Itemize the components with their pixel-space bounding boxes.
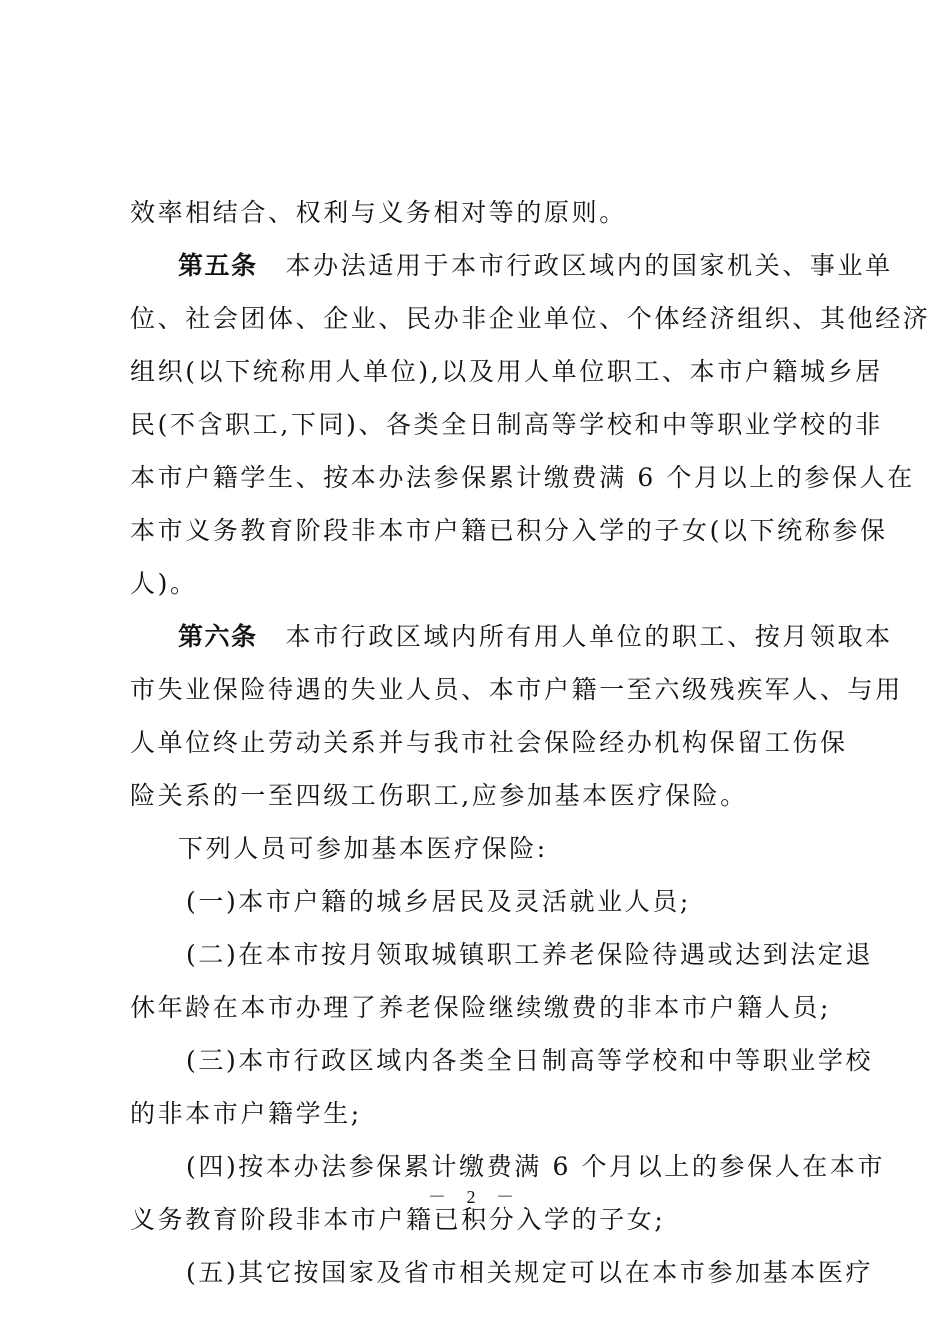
article-six-first-line xyxy=(130,610,893,663)
list-item: (一)本市户籍的城乡居民及灵活就业人员; xyxy=(186,887,691,916)
text-line: 人)。 xyxy=(130,569,198,598)
list-item: (二)在本市按月领取城镇职工养老保险待遇或达到法定退 xyxy=(186,940,874,969)
article-six-text: 本市行政区域内所有用人单位的职工、按月领取本 xyxy=(285,622,893,651)
text-line: 民(不含职工,下同)、各类全日制高等学校和中等职业学校的非 xyxy=(130,410,883,439)
text-line: 市失业保险待遇的失业人员、本市户籍一至六级残疾军人、与用 xyxy=(130,675,903,704)
list-item: (三)本市行政区域内各类全日制高等学校和中等职业学校 xyxy=(186,1046,874,1075)
article-five-first-line xyxy=(130,239,893,292)
text-line: 本市户籍学生、按本办法参保累计缴费满 6 个月以上的参保人在 xyxy=(130,463,915,492)
text-line: 休年龄在本市办理了养老保险继续缴费的非本市户籍人员; xyxy=(130,993,832,1022)
list-item: (五)其它按国家及省市相关规定可以在本市参加基本医疗 xyxy=(186,1258,874,1287)
article-six-heading: 第六条 xyxy=(178,622,258,651)
document-body xyxy=(130,186,931,1299)
article-five-text: 本办法适用于本市行政区域内的国家机关、事业单 xyxy=(285,251,893,280)
list-intro: 下列人员可参加基本医疗保险: xyxy=(178,834,548,863)
text-line: 组织(以下统称用人单位),以及用人单位职工、本市户籍城乡居 xyxy=(130,357,883,386)
article-five-heading: 第五条 xyxy=(178,251,258,280)
page-number: － 2 － xyxy=(428,1187,522,1207)
text-line: 险关系的一至四级工伤职工,应参加基本医疗保险。 xyxy=(130,781,748,810)
text-line: 位、社会团体、企业、民办非企业单位、个体经济组织、其他经济 xyxy=(130,304,931,333)
text-line: 的非本市户籍学生; xyxy=(130,1099,362,1128)
text-line: 本市义务教育阶段非本市户籍已积分入学的子女(以下统称参保 xyxy=(130,516,888,545)
text-line: 人单位终止劳动关系并与我市社会保险经办机构保留工伤保 xyxy=(130,728,848,757)
list-item: (四)按本办法参保累计缴费满 6 个月以上的参保人在本市 xyxy=(186,1152,886,1181)
text-line: 效率相结合、权利与义务相对等的原则。 xyxy=(130,198,627,227)
text-line: 义务教育阶段非本市户籍已积分入学的子女; xyxy=(130,1205,666,1234)
